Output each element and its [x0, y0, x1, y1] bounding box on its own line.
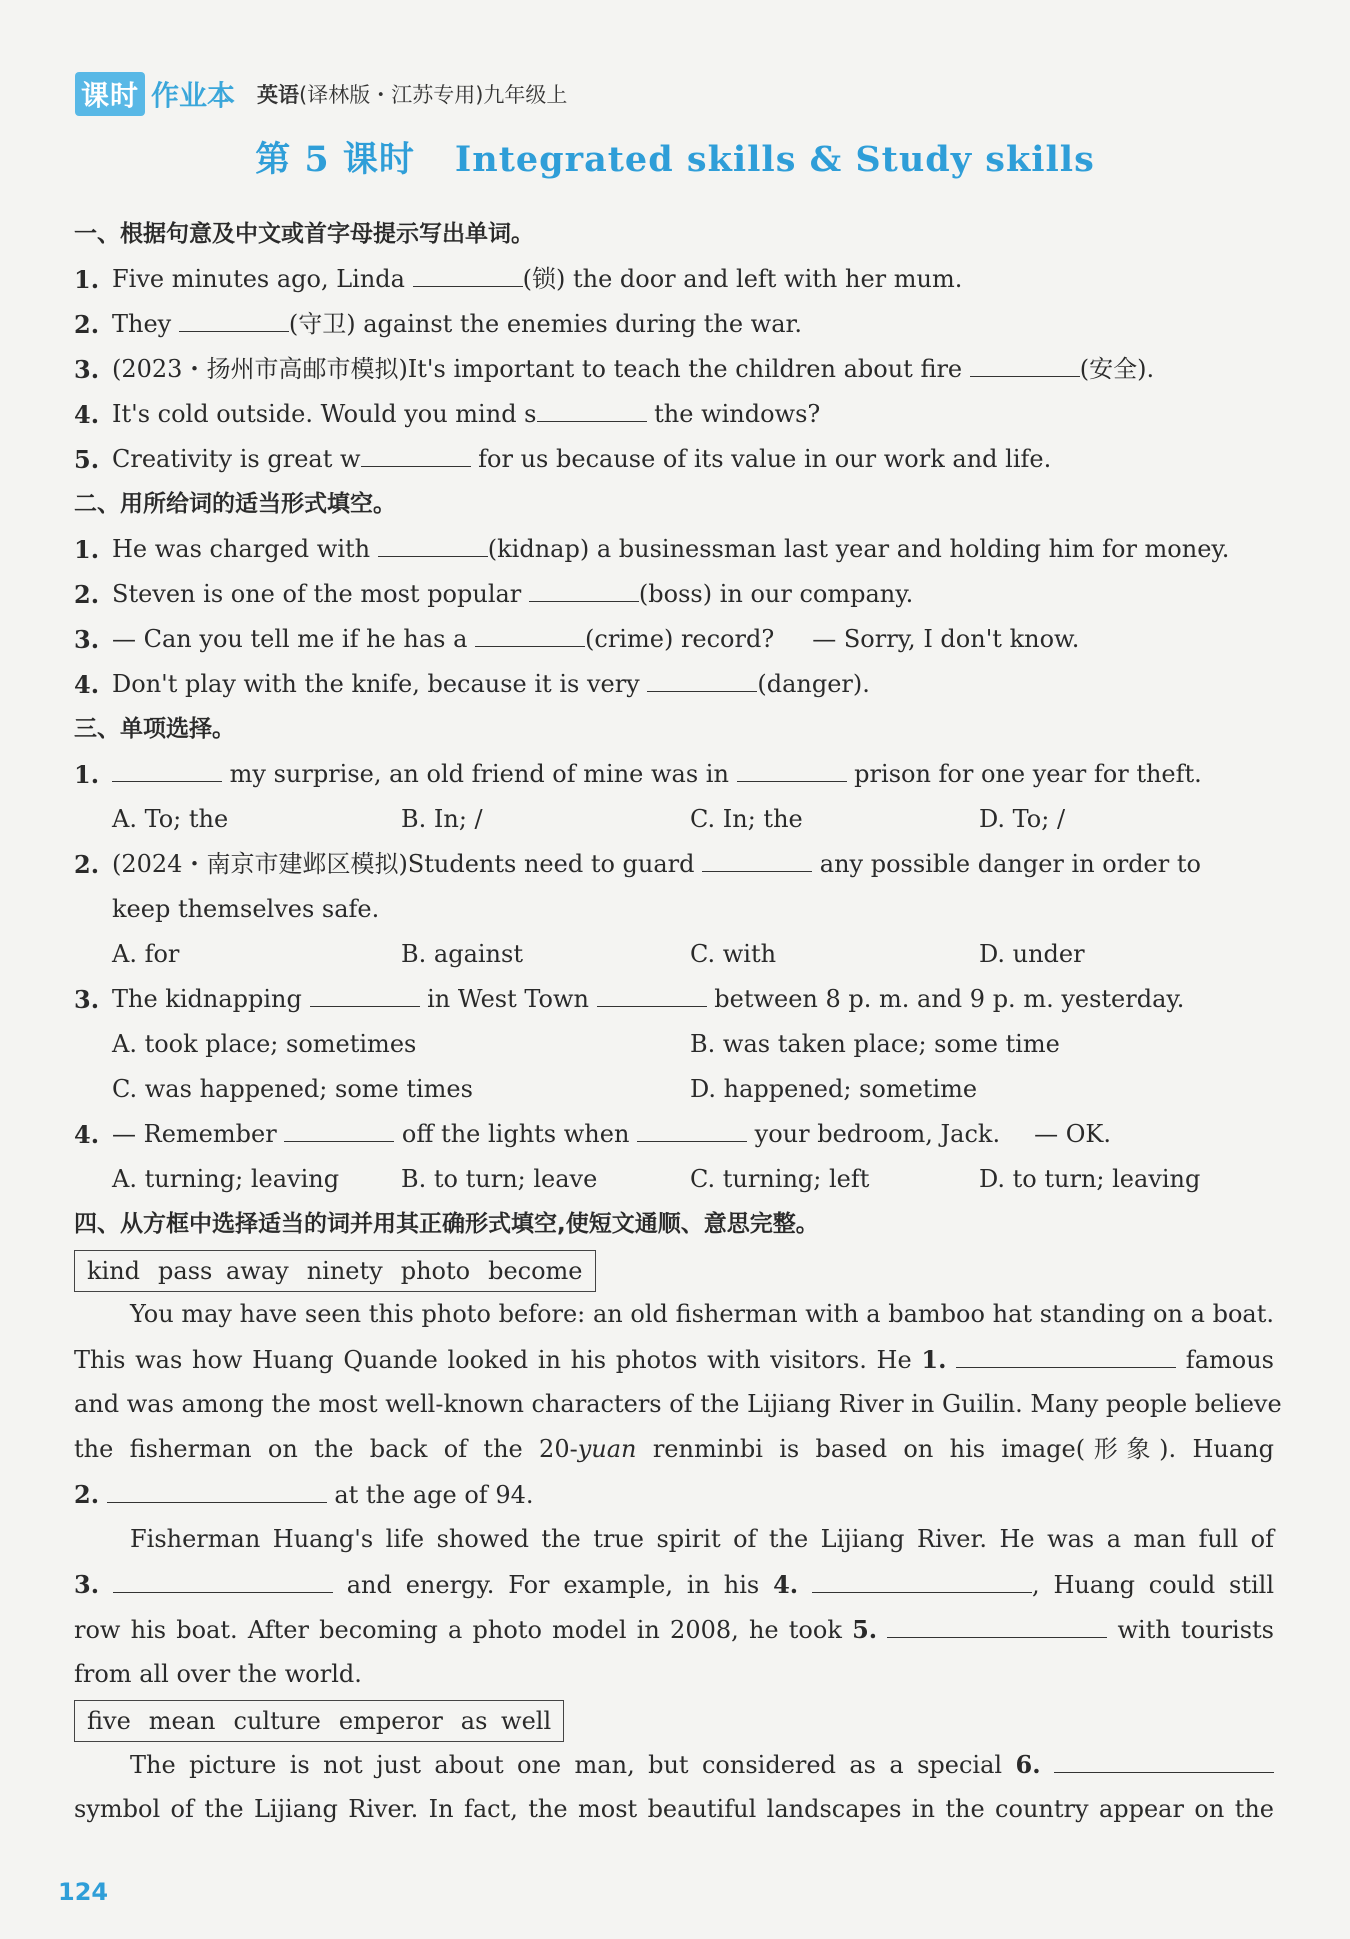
question-number: 4.: [74, 400, 100, 429]
option-d[interactable]: D. under: [979, 940, 1085, 968]
logo-highlight: 课时: [75, 72, 145, 116]
brand-logo: [75, 72, 235, 116]
word-box-1-row: [74, 1247, 1274, 1292]
box-word: emperor: [338, 1707, 443, 1735]
s2-question-3: [74, 617, 1274, 662]
question-number: 2.: [74, 580, 100, 609]
question-text: Don't play with the knife, because it is very: [112, 670, 648, 698]
option-a[interactable]: A. took place; sometimes: [112, 1030, 417, 1058]
answer-blank[interactable]: [647, 669, 757, 692]
answer-blank[interactable]: [475, 624, 585, 647]
option-d[interactable]: D. to turn; leaving: [979, 1165, 1201, 1193]
blank-number: 1.: [921, 1345, 947, 1374]
option-a[interactable]: A. To; the: [112, 805, 229, 833]
question-text: (boss) in our company.: [638, 580, 914, 608]
passage-text: and energy. For example, in his: [332, 1571, 774, 1599]
question-number: 1.: [74, 760, 100, 789]
blank-number: 6.: [1015, 1750, 1041, 1779]
answer-blank[interactable]: [637, 1119, 747, 1142]
passage-text: the fisherman on the back of the 20-: [74, 1435, 578, 1463]
question-text: Five minutes ago, Linda: [112, 265, 413, 293]
answer-blank[interactable]: [597, 984, 707, 1007]
answer-blank[interactable]: [702, 849, 812, 872]
section-3-title: 三、单项选择。: [74, 716, 235, 742]
page-number: 124: [58, 1878, 109, 1906]
s3-question-2: [74, 842, 1274, 887]
box-word: become: [488, 1257, 583, 1285]
question-text: in West Town: [419, 985, 597, 1013]
passage-line: [74, 1607, 1274, 1652]
option-b[interactable]: B. against: [401, 940, 523, 968]
question-text: (2023・扬州市高邮市模拟)It's important to teach the children about fire: [112, 355, 970, 383]
page-header: [75, 72, 567, 116]
answer-blank[interactable]: [284, 1119, 394, 1142]
question-number: 3.: [74, 985, 100, 1014]
question-text: prison for one year for theft.: [846, 760, 1202, 788]
answer-blank[interactable]: [1054, 1750, 1274, 1773]
s3-q2-continuation: keep themselves safe.: [112, 895, 380, 923]
section-4-title: 四、从方框中选择适当的词并用其正确形式填空,使短文通顺、意思完整。: [74, 1211, 819, 1237]
s3-q3-options-row2: [74, 1067, 1274, 1112]
subject-label: 英语: [257, 83, 300, 107]
exercise-content: [74, 212, 1282, 1832]
passage-text: row his boat. After becoming a photo model in 2008, he took: [74, 1616, 853, 1644]
s1-question-3: [74, 347, 1274, 392]
question-text: (锁) the door and left with her mum.: [522, 265, 963, 293]
question-text: (kidnap) a businessman last year and holding him for money.: [487, 535, 1230, 563]
passage-text: renminbi is based on his image(形象). Huang: [636, 1435, 1275, 1463]
box-word: kind: [87, 1257, 141, 1285]
question-text: They: [112, 310, 179, 338]
question-text: (crime) record?: [585, 625, 775, 653]
s2-question-4: [74, 662, 1274, 707]
question-number: 3.: [74, 355, 100, 384]
answer-blank[interactable]: [378, 534, 488, 557]
word-box-1: [74, 1250, 596, 1292]
question-number: 2.: [74, 310, 100, 339]
option-b[interactable]: B. to turn; leave: [401, 1165, 598, 1193]
question-text: It's cold outside. Would you mind s: [112, 400, 537, 428]
passage-line: from all over the world.: [74, 1660, 362, 1688]
s1-question-5: [74, 437, 1274, 482]
s1-question-4: [74, 392, 1274, 437]
answer-blank[interactable]: [970, 354, 1080, 377]
s2-question-1: [74, 527, 1274, 572]
question-number: 3.: [74, 625, 100, 654]
question-text: — Sorry, I don't know.: [812, 625, 1080, 653]
section-2-title: 二、用所给词的适当形式填空。: [74, 491, 396, 517]
option-c[interactable]: C. turning; left: [690, 1165, 870, 1193]
question-number: 1.: [74, 535, 100, 564]
question-number: 4.: [74, 1120, 100, 1149]
option-d[interactable]: D. To; /: [979, 805, 1066, 833]
passage-text: This was how Huang Quande looked in his photos with visitors. He: [74, 1346, 922, 1374]
box-word: five: [87, 1707, 131, 1735]
question-text: for us because of its value in our work and life.: [470, 445, 1052, 473]
logo-text: 作业本: [151, 79, 236, 112]
passage-text: famous: [1176, 1346, 1274, 1374]
question-text: He was charged with: [112, 535, 378, 563]
answer-blank[interactable]: [113, 1570, 333, 1593]
box-word: mean: [148, 1707, 216, 1735]
passage-italic: yuan: [577, 1435, 637, 1463]
passage-text: at the age of 94.: [326, 1481, 534, 1509]
lesson-title: [0, 132, 1350, 182]
passage-line: [74, 1562, 1274, 1607]
question-text: Steven is one of the most popular: [112, 580, 529, 608]
lesson-number: 第 5 课时: [255, 139, 415, 180]
blank-number: 4.: [773, 1570, 799, 1599]
question-number: 4.: [74, 670, 100, 699]
question-text: off the lights when: [394, 1120, 638, 1148]
option-b[interactable]: B. In; /: [401, 805, 483, 833]
question-number: 2.: [74, 850, 100, 879]
option-c[interactable]: C. with: [690, 940, 777, 968]
question-text: — OK.: [1034, 1120, 1111, 1148]
s3-q3-options-row1: [74, 1022, 1274, 1067]
option-a[interactable]: A. for: [112, 940, 180, 968]
passage-line: symbol of the Lijiang River. In fact, the most beautiful landscapes in the country appear on the: [74, 1795, 1274, 1823]
blank-number: 5.: [852, 1615, 878, 1644]
option-c[interactable]: C. was happened; some times: [112, 1075, 473, 1103]
box-word: ninety: [306, 1257, 383, 1285]
passage-line: and was among the most well-known characters of the Lijiang River in Guilin. Many people believe: [74, 1390, 1282, 1418]
answer-blank[interactable]: [179, 309, 289, 332]
question-text: (danger).: [757, 670, 870, 698]
question-text: my surprise, an old friend of mine was in: [222, 760, 737, 788]
s3-q1-options: [74, 797, 1274, 842]
passage-line: [74, 1472, 1274, 1517]
s2-question-2: [74, 572, 1274, 617]
answer-blank[interactable]: [112, 759, 222, 782]
question-text: (安全).: [1079, 355, 1155, 383]
passage-line: You may have seen this photo before: an old fisherman with a bamboo hat standing on a boat.: [130, 1300, 1274, 1328]
s1-question-1: [74, 257, 1274, 302]
question-text: The kidnapping: [112, 985, 310, 1013]
answer-blank[interactable]: [737, 759, 847, 782]
word-box-2: [74, 1700, 564, 1742]
box-word: pass away: [158, 1257, 289, 1285]
s3-question-3: [74, 977, 1274, 1022]
answer-blank[interactable]: [107, 1480, 327, 1503]
book-subtitle: [257, 79, 567, 109]
answer-blank[interactable]: [812, 1570, 1032, 1593]
s3-q2-options: [74, 932, 1274, 977]
option-d[interactable]: D. happened; sometime: [690, 1075, 978, 1103]
answer-blank[interactable]: [361, 444, 471, 467]
option-a[interactable]: A. turning; leaving: [112, 1165, 340, 1193]
answer-blank[interactable]: [529, 579, 639, 602]
s3-question-1: [74, 752, 1274, 797]
question-text: your bedroom, Jack.: [747, 1120, 1001, 1148]
blank-number: 3.: [74, 1570, 100, 1599]
question-text: between 8 p. m. and 9 p. m. yesterday.: [706, 985, 1185, 1013]
answer-blank[interactable]: [956, 1345, 1176, 1368]
box-word: culture: [233, 1707, 321, 1735]
answer-blank[interactable]: [310, 984, 420, 1007]
blank-number: 2.: [74, 1480, 100, 1509]
box-word: photo: [400, 1257, 471, 1285]
passage-line: [74, 1742, 1274, 1787]
answer-blank[interactable]: [537, 399, 647, 422]
s1-question-2: [74, 302, 1274, 347]
passage-line: Fisherman Huang's life showed the true spirit of the Lijiang River. He was a man full of: [130, 1525, 1274, 1553]
lesson-topic: Integrated skills & Study skills: [454, 139, 1095, 180]
option-b[interactable]: B. was taken place; some time: [690, 1030, 1060, 1058]
passage-text: The picture is not just about one man, but considered as a special: [130, 1751, 1016, 1779]
box-word: as well: [460, 1707, 552, 1735]
question-text: the windows?: [646, 400, 821, 428]
answer-blank[interactable]: [413, 264, 523, 287]
passage-line: [74, 1337, 1274, 1382]
question-text: (守卫) against the enemies during the war.: [288, 310, 802, 338]
question-text: — Remember: [112, 1120, 285, 1148]
question-number: 1.: [74, 265, 100, 294]
question-text: (2024・南京市建邺区模拟)Students need to guard: [112, 850, 703, 878]
passage-text: with tourists: [1107, 1616, 1274, 1644]
s3-question-4: [74, 1112, 1274, 1157]
question-text: — Can you tell me if he has a: [112, 625, 476, 653]
word-box-2-row: [74, 1697, 1274, 1742]
passage-line: [74, 1427, 1274, 1472]
answer-blank[interactable]: [887, 1615, 1107, 1638]
s3-q4-options: [74, 1157, 1274, 1202]
passage-text: , Huang could still: [1031, 1571, 1274, 1599]
question-number: 5.: [74, 445, 100, 474]
question-text: any possible danger in order to: [812, 850, 1201, 878]
section-1-title: 一、根据句意及中文或首字母提示写出单词。: [74, 221, 534, 247]
edition-label: (译林版・江苏专用)九年级上: [299, 83, 568, 107]
option-c[interactable]: C. In; the: [690, 805, 803, 833]
question-text: Creativity is great w: [112, 445, 361, 473]
